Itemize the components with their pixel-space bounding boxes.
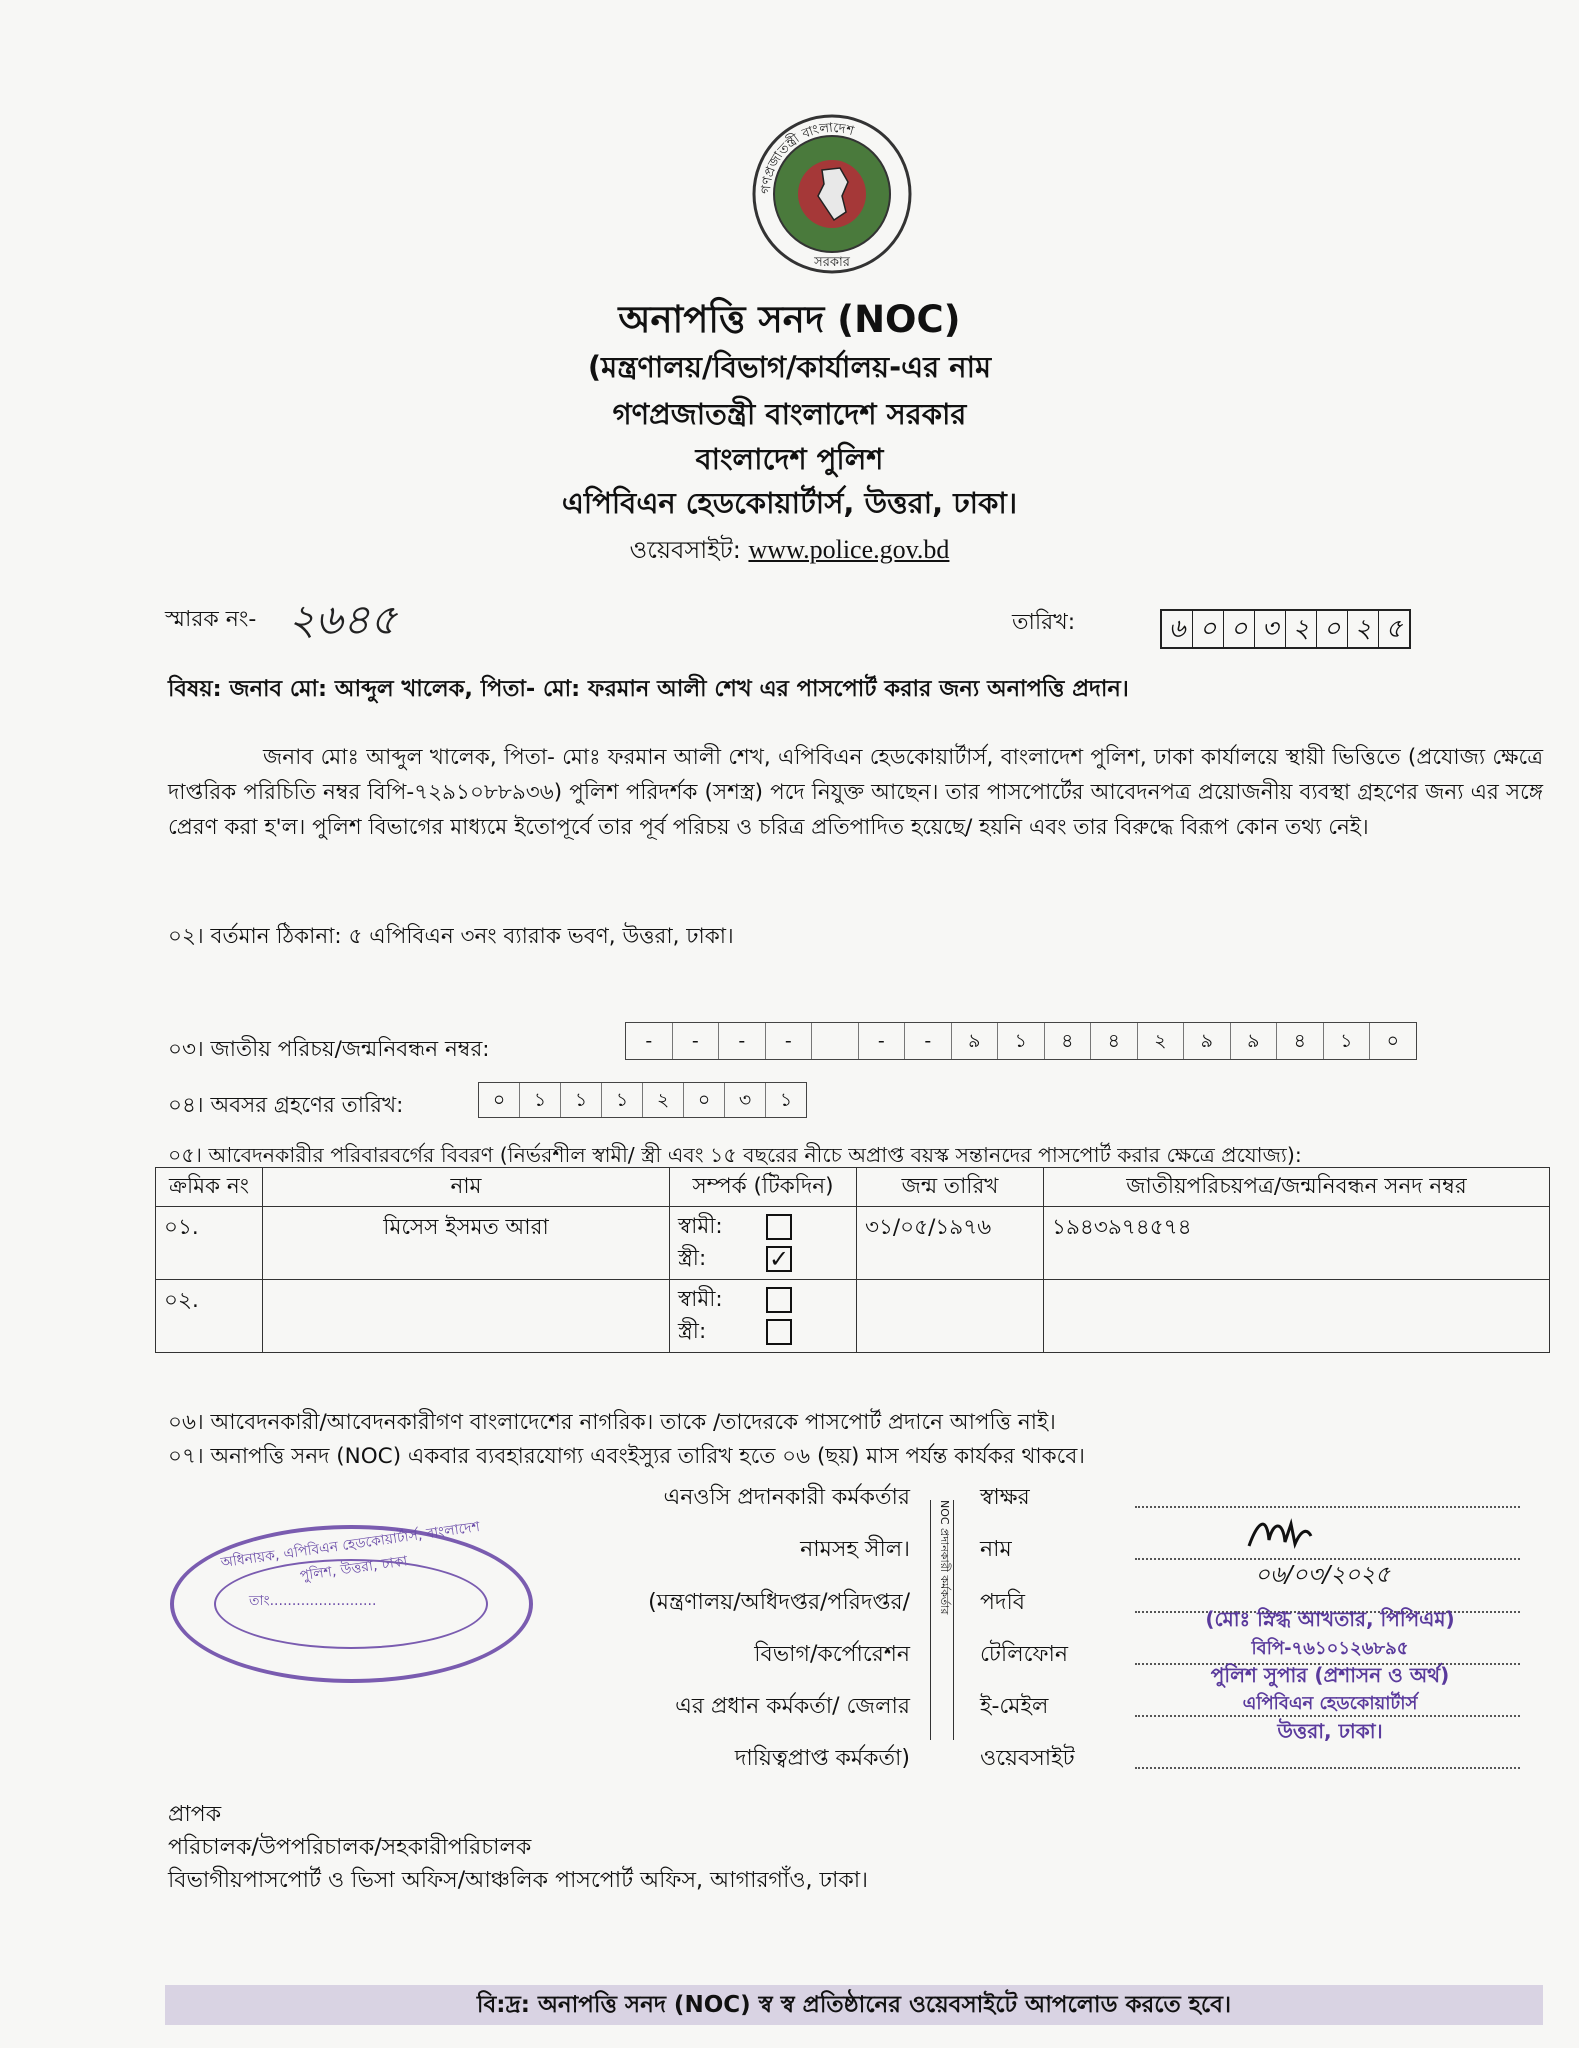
signature-dotted-line bbox=[1135, 1505, 1520, 1508]
date-label: তারিখ: bbox=[1012, 610, 1076, 635]
cell-relation bbox=[670, 1280, 857, 1353]
field-designation-label: পদবি bbox=[980, 1590, 1026, 1615]
clause-06: ০৬। আবেদনকারী/আবেদনকারীগণ বাংলাদেশের নাগরিক। তাকে /তাদেরকে পাসপোর্ট প্রদানে আপত্তি নাই। bbox=[168, 1410, 1056, 1435]
website-dotted-line bbox=[1135, 1766, 1520, 1769]
side-vertical-text: NOC প্রদানকারী কর্মকর্তার bbox=[930, 1500, 954, 1740]
sig-left-line: নামসহ সীল। bbox=[800, 1537, 910, 1562]
field-email-label: ই-মেইল bbox=[980, 1694, 1049, 1719]
cell-name: মিসেস ইসমত আরা bbox=[263, 1207, 670, 1280]
nid-digit: ৪ bbox=[1045, 1023, 1092, 1059]
sig-left-line: এর প্রধান কর্মকর্তা/ জেলার bbox=[675, 1694, 910, 1719]
retirement-digit: ১ bbox=[561, 1083, 602, 1117]
wife-checkbox[interactable] bbox=[766, 1319, 792, 1345]
cell-nid bbox=[1044, 1280, 1550, 1353]
nid-digit: - bbox=[905, 1023, 952, 1059]
sig-left-line: এনওসি প্রদানকারী কর্মকর্তার bbox=[663, 1485, 910, 1510]
recipient-line-1: পরিচালক/উপপরিচালক/সহকারীপরিচালক bbox=[168, 1835, 532, 1860]
retirement-box bbox=[478, 1082, 807, 1118]
retirement-digit: ১ bbox=[602, 1083, 643, 1117]
handwritten-date: ০৬/০৩/২০২৫ bbox=[1255, 1562, 1391, 1588]
subject-line: বিষয়: জনাব মো: আব্দুল খালেক, পিতা- মো: ফরমান আলী শেখ এর পাসপোর্ট করার জন্য অনাপত্তি প্রদান। bbox=[168, 676, 1129, 702]
sig-left-line: (মন্ত্রণালয়/অধিদপ্তর/পরিদপ্তর/ bbox=[648, 1590, 910, 1615]
table-row bbox=[156, 1280, 1550, 1353]
footer-note: বি:দ্র: অনাপত্তি সনদ (NOC) স্ব স্ব প্রতিষ্ঠানের ওয়েবসাইটে আপলোড করতে হবে। bbox=[165, 1985, 1543, 2025]
family-table bbox=[155, 1167, 1550, 1353]
office-stamp bbox=[170, 1519, 533, 1683]
nid-label: ০৩। জাতীয় পরিচয়/জন্মনিবন্ধন নম্বর: bbox=[168, 1037, 490, 1062]
date-digit: ৬ bbox=[1162, 611, 1193, 647]
wife-option: স্ত্রী: bbox=[678, 1316, 848, 1348]
date-digit: ০ bbox=[1224, 611, 1255, 647]
cell-name bbox=[263, 1280, 670, 1353]
body-paragraph: জনাব মোঃ আব্দুল খালেক, পিতা- মোঃ ফরমান আলী শেখ, এপিবিএন হেডকোয়ার্টার্স, বাংলাদেশ পুলিশ, ঢাকা কার্যালয়ে স্থায়ী ভিত্তিতে (প্রযোজ্য ক্ষেত্রে দাপ্তরিক পরিচিতি নম্বর বিপি-৭২৯১০৮৮৯৩৬) পুলিশ পরিদর্শক (সশস্ত্র) পদে নিযুক্ত আছেন। তার পাসপোর্টের আবেদনপত্র প্রয়োজনীয় ব্যবস্থা গ্রহণের জন্য এর সঙ্গে প্রেরণ করা হ'ল। পুলিশ বিভাগের মাধ্যমে ইতোপূর্বে তার পূর্ব পরিচয় ও চরিত্র প্রতিপাদিত হয়েছে/ হয়নি এবং তার বিরুদ্ধে বিরূপ কোন তথ্য নেই। bbox=[168, 745, 1543, 840]
memo-number: ২৬৪৫ bbox=[288, 595, 398, 644]
website-link[interactable]: www.police.gov.bd bbox=[748, 535, 950, 564]
family-label: ০৫। আবেদনকারীর পরিবারবর্গের বিবরণ (নির্ভরশীল স্বামী/ স্ত্রী এবং ১৫ বছরের নীচে অপ্রাপ্ত বয়স্ক সন্তানদের পাসপোর্ট করার ক্ষেত্রে প্রযোজ্য): bbox=[168, 1143, 1302, 1167]
officer-bp: বিপি-৭৬১০১২৬৮৯৫ bbox=[1251, 1638, 1409, 1659]
office-line: এপিবিএন হেডকোয়ার্টার্স, উত্তরা, ঢাকা। bbox=[561, 486, 1018, 520]
retirement-digit: ২ bbox=[643, 1083, 684, 1117]
seal-text-bottom: সরকার bbox=[814, 255, 850, 270]
stamp-date: তাং........................ bbox=[249, 1593, 377, 1609]
sig-left-line: বিভাগ/কর্পোরেশন bbox=[754, 1642, 910, 1667]
retirement-digit: ৩ bbox=[725, 1083, 766, 1117]
sig-left-line: দায়িত্বপ্রাপ্ত কর্মকর্তা) bbox=[734, 1746, 910, 1771]
field-signature-label: স্বাক্ষর bbox=[980, 1485, 1030, 1510]
memo-label: স্মারক নং- bbox=[165, 607, 257, 632]
field-telephone-label: টেলিফোন bbox=[980, 1642, 1069, 1667]
nid-digit: ৯ bbox=[1231, 1023, 1278, 1059]
header-nid: জাতীয়পরিচয়পত্র/জন্মনিবন্ধন সনদ নম্বর bbox=[1044, 1168, 1550, 1207]
nid-digit: ২ bbox=[1138, 1023, 1185, 1059]
nid-box bbox=[625, 1022, 1417, 1060]
stamp-text: অধিনায়ক, এপিবিএন হেডকোয়ার্টার্স, বাংলাদেশ পুলিশ, উত্তরা, ঢাকা bbox=[219, 1519, 481, 1585]
nid-digit: - bbox=[673, 1023, 720, 1059]
cell-serial: ০২. bbox=[156, 1280, 263, 1353]
nid-digit: ৯ bbox=[952, 1023, 999, 1059]
website-label: ওয়েবসাইট: bbox=[629, 536, 741, 564]
nid-digit: - bbox=[859, 1023, 906, 1059]
address-line: ০২। বর্তমান ঠিকানা: ৫ এপিবিএন ৩নং ব্যারাক ভবণ, উত্তরা, ঢাকা। bbox=[168, 924, 734, 949]
retirement-digit: ০ bbox=[684, 1083, 725, 1117]
clause-07: ০৭। অনাপত্তি সনদ (NOC) একবার ব্যবহারযোগ্য এবংইস্যুর তারিখ হতে ০৬ (ছয়) মাস পর্যন্ত কার্যকর থাকবে। bbox=[168, 1444, 1085, 1469]
police-line: বাংলাদেশ পুলিশ bbox=[695, 442, 884, 476]
field-website-label: ওয়েবসাইট bbox=[980, 1746, 1075, 1771]
cell-nid: ১৯৪৩৯৭৪৫৭৪ bbox=[1044, 1207, 1550, 1280]
retirement-digit: ১ bbox=[520, 1083, 561, 1117]
officer-place: উত্তরা, ঢাকা। bbox=[1277, 1719, 1383, 1743]
header-serial: ক্রমিক নং bbox=[156, 1168, 263, 1207]
nid-digit: - bbox=[719, 1023, 766, 1059]
officer-title: পুলিশ সুপার (প্রশাসন ও অর্থ) bbox=[1210, 1663, 1450, 1687]
ministry-line: (মন্ত্রণালয়/বিভাগ/কার্যালয়-এর নাম bbox=[587, 350, 992, 384]
handwritten-signature-icon bbox=[1245, 1512, 1315, 1554]
retirement-digit: ০ bbox=[479, 1083, 520, 1117]
retirement-digit: ১ bbox=[779, 1089, 793, 1111]
husband-checkbox[interactable] bbox=[766, 1287, 792, 1313]
officer-name: (মোঃ স্নিগ্ধ আখতার, পিপিএম) bbox=[1205, 1607, 1455, 1631]
cell-serial: ০১. bbox=[156, 1207, 263, 1280]
header-relation: সম্পর্ক (টিকদিন) bbox=[670, 1168, 857, 1207]
table-header-row bbox=[156, 1168, 1550, 1207]
document-title: অনাপত্তি সনদ (NOC) bbox=[618, 298, 961, 341]
recipient-label: প্রাপক bbox=[168, 1802, 222, 1827]
wife-option: স্ত্রী: ✓ bbox=[678, 1243, 848, 1275]
officer-office: এপিবিএন হেডকোয়ার্টার্স bbox=[1242, 1693, 1418, 1714]
header-dob: জন্ম তারিখ bbox=[857, 1168, 1044, 1207]
cell-dob bbox=[857, 1280, 1044, 1353]
date-digit: ৫ bbox=[1385, 614, 1403, 644]
nid-digit bbox=[812, 1023, 859, 1059]
recipient-line-2: বিভাগীয়পাসপোর্ট ও ভিসা অফিস/আঞ্চলিক পাসপোর্ট অফিস, আগারগাঁও, ঢাকা। bbox=[168, 1868, 868, 1893]
husband-option: স্বামী: bbox=[678, 1284, 848, 1316]
government-seal-icon bbox=[730, 112, 935, 277]
nid-digit: ৪ bbox=[1277, 1023, 1324, 1059]
nid-digit: ৪ bbox=[1091, 1023, 1138, 1059]
field-name-label: নাম bbox=[980, 1537, 1012, 1562]
retirement-label: ০৪। অবসর গ্রহণের তারিখ: bbox=[168, 1093, 404, 1118]
date-digit: ২ bbox=[1286, 611, 1317, 647]
seal-text-top: গণপ্রজাতন্ত্রী বাংলাদেশ bbox=[758, 120, 856, 195]
date-digit: ২ bbox=[1348, 611, 1379, 647]
cell-dob: ৩১/০৫/১৯৭৬ bbox=[857, 1207, 1044, 1280]
nid-digit: ৯ bbox=[1184, 1023, 1231, 1059]
nid-digit: ০ bbox=[1386, 1030, 1399, 1052]
nid-digit: ১ bbox=[998, 1023, 1045, 1059]
husband-checkbox[interactable] bbox=[766, 1214, 792, 1240]
date-digit: ০ bbox=[1193, 611, 1224, 647]
government-line: গণপ্রজাতন্ত্রী বাংলাদেশ সরকার bbox=[612, 397, 967, 431]
nid-digit: - bbox=[626, 1023, 673, 1059]
date-box bbox=[1160, 609, 1411, 649]
nid-digit: - bbox=[766, 1023, 813, 1059]
table-row bbox=[156, 1207, 1550, 1280]
wife-checkbox[interactable]: ✓ bbox=[766, 1246, 792, 1272]
husband-option: স্বামী: bbox=[678, 1211, 848, 1243]
date-digit: ০ bbox=[1317, 611, 1348, 647]
website-line bbox=[0, 532, 1579, 572]
nid-digit: ১ bbox=[1324, 1023, 1371, 1059]
header-name: নাম bbox=[263, 1168, 670, 1207]
cell-relation bbox=[670, 1207, 857, 1280]
date-digit: ৩ bbox=[1255, 611, 1286, 647]
